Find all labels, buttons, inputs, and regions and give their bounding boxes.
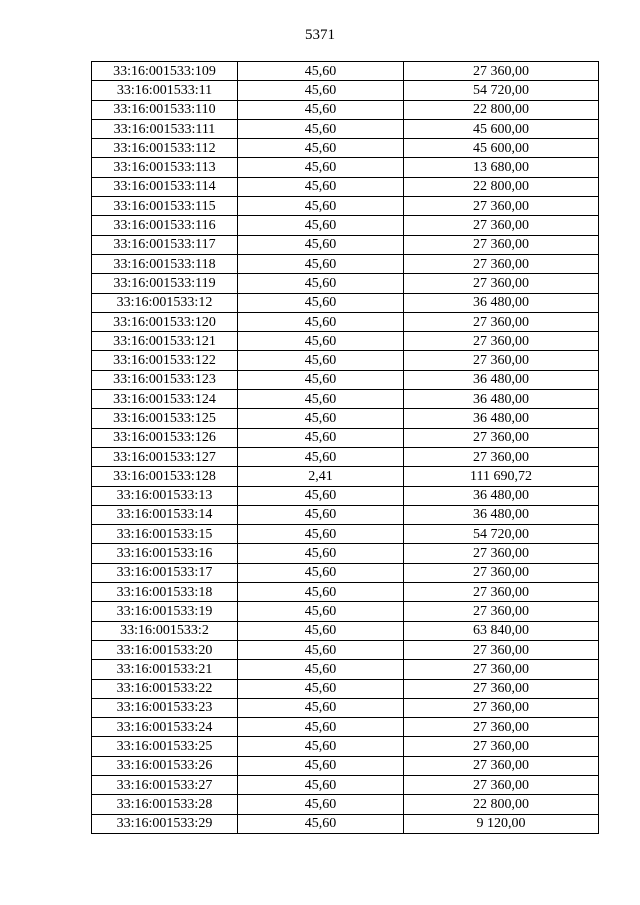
rate-cell: 45,60	[238, 119, 404, 138]
cadastral-number-cell: 33:16:001533:28	[92, 795, 238, 814]
table-row	[92, 525, 599, 544]
cadastral-number-cell: 33:16:001533:23	[92, 698, 238, 717]
cadastral-number-cell: 33:16:001533:13	[92, 486, 238, 505]
rate-cell: 45,60	[238, 409, 404, 428]
rate-cell: 45,60	[238, 274, 404, 293]
table-row	[92, 737, 599, 756]
cadastral-number-cell: 33:16:001533:119	[92, 274, 238, 293]
table-row	[92, 775, 599, 794]
rate-cell: 45,60	[238, 158, 404, 177]
cadastral-number-cell: 33:16:001533:115	[92, 197, 238, 216]
rate-cell: 45,60	[238, 216, 404, 235]
rate-cell: 45,60	[238, 312, 404, 331]
table-row	[92, 177, 599, 196]
table-row	[92, 139, 599, 158]
value-cell: 27 360,00	[404, 254, 599, 273]
table-row	[92, 602, 599, 621]
value-cell: 27 360,00	[404, 718, 599, 737]
cadastral-number-cell: 33:16:001533:127	[92, 447, 238, 466]
table-row	[92, 409, 599, 428]
cadastral-number-cell: 33:16:001533:25	[92, 737, 238, 756]
value-cell: 27 360,00	[404, 583, 599, 602]
value-cell: 27 360,00	[404, 640, 599, 659]
rate-cell: 45,60	[238, 254, 404, 273]
page-number: 5371	[305, 27, 335, 43]
table-row	[92, 467, 599, 486]
rate-cell: 45,60	[238, 100, 404, 119]
cadastral-number-cell: 33:16:001533:117	[92, 235, 238, 254]
value-cell: 27 360,00	[404, 312, 599, 331]
rate-cell: 45,60	[238, 756, 404, 775]
table-row	[92, 119, 599, 138]
value-cell: 45 600,00	[404, 119, 599, 138]
value-cell: 36 480,00	[404, 486, 599, 505]
value-cell: 22 800,00	[404, 795, 599, 814]
cadastral-number-cell: 33:16:001533:120	[92, 312, 238, 331]
rate-cell: 45,60	[238, 351, 404, 370]
table-row	[92, 486, 599, 505]
cadastral-number-cell: 33:16:001533:22	[92, 679, 238, 698]
table-row	[92, 332, 599, 351]
value-cell: 63 840,00	[404, 621, 599, 640]
table-row	[92, 718, 599, 737]
rate-cell: 45,60	[238, 447, 404, 466]
rate-cell: 45,60	[238, 139, 404, 158]
cadastral-number-cell: 33:16:001533:26	[92, 756, 238, 775]
table-row	[92, 158, 599, 177]
value-cell: 27 360,00	[404, 698, 599, 717]
rate-cell: 45,60	[238, 177, 404, 196]
value-cell: 27 360,00	[404, 351, 599, 370]
table-row	[92, 544, 599, 563]
cadastral-number-cell: 33:16:001533:27	[92, 775, 238, 794]
cadastral-number-cell: 33:16:001533:17	[92, 563, 238, 582]
value-cell: 111 690,72	[404, 467, 599, 486]
table-row	[92, 428, 599, 447]
rate-cell: 45,60	[238, 718, 404, 737]
rate-cell: 45,60	[238, 81, 404, 100]
cadastral-number-cell: 33:16:001533:116	[92, 216, 238, 235]
rate-cell: 45,60	[238, 660, 404, 679]
value-cell: 54 720,00	[404, 525, 599, 544]
rate-cell: 45,60	[238, 814, 404, 833]
value-cell: 27 360,00	[404, 756, 599, 775]
value-cell: 27 360,00	[404, 679, 599, 698]
cadastral-number-cell: 33:16:001533:20	[92, 640, 238, 659]
table-row	[92, 293, 599, 312]
cadastral-number-cell: 33:16:001533:125	[92, 409, 238, 428]
table-row	[92, 814, 599, 833]
cadastral-number-cell: 33:16:001533:2	[92, 621, 238, 640]
rate-cell: 45,60	[238, 332, 404, 351]
rate-cell: 45,60	[238, 795, 404, 814]
cadastral-number-cell: 33:16:001533:24	[92, 718, 238, 737]
value-cell: 27 360,00	[404, 544, 599, 563]
cadastral-number-cell: 33:16:001533:121	[92, 332, 238, 351]
rate-cell: 45,60	[238, 544, 404, 563]
value-cell: 27 360,00	[404, 428, 599, 447]
table-body	[92, 62, 599, 834]
cadastral-number-cell: 33:16:001533:112	[92, 139, 238, 158]
rate-cell: 45,60	[238, 370, 404, 389]
table-row	[92, 197, 599, 216]
rate-cell: 45,60	[238, 583, 404, 602]
rate-cell: 45,60	[238, 679, 404, 698]
rate-cell: 45,60	[238, 525, 404, 544]
cadastral-value-table	[91, 61, 599, 834]
table-row	[92, 698, 599, 717]
cadastral-number-cell: 33:16:001533:11	[92, 81, 238, 100]
value-cell: 27 360,00	[404, 62, 599, 81]
table-row	[92, 62, 599, 81]
value-cell: 36 480,00	[404, 293, 599, 312]
value-cell: 36 480,00	[404, 505, 599, 524]
value-cell: 22 800,00	[404, 100, 599, 119]
rate-cell: 45,60	[238, 563, 404, 582]
cadastral-number-cell: 33:16:001533:110	[92, 100, 238, 119]
rate-cell: 45,60	[238, 390, 404, 409]
value-cell: 27 360,00	[404, 563, 599, 582]
rate-cell: 45,60	[238, 621, 404, 640]
value-cell: 27 360,00	[404, 775, 599, 794]
cadastral-number-cell: 33:16:001533:122	[92, 351, 238, 370]
cadastral-number-cell: 33:16:001533:16	[92, 544, 238, 563]
table-row	[92, 756, 599, 775]
table-row	[92, 312, 599, 331]
cadastral-number-cell: 33:16:001533:29	[92, 814, 238, 833]
cadastral-number-cell: 33:16:001533:118	[92, 254, 238, 273]
value-cell: 36 480,00	[404, 370, 599, 389]
value-cell: 27 360,00	[404, 197, 599, 216]
cadastral-number-cell: 33:16:001533:124	[92, 390, 238, 409]
value-cell: 13 680,00	[404, 158, 599, 177]
table-row	[92, 583, 599, 602]
rate-cell: 45,60	[238, 62, 404, 81]
rate-cell: 45,60	[238, 428, 404, 447]
table-row	[92, 370, 599, 389]
rate-cell: 45,60	[238, 197, 404, 216]
value-cell: 27 360,00	[404, 660, 599, 679]
value-cell: 27 360,00	[404, 447, 599, 466]
rate-cell: 45,60	[238, 486, 404, 505]
rate-cell: 45,60	[238, 698, 404, 717]
cadastral-number-cell: 33:16:001533:19	[92, 602, 238, 621]
cadastral-number-cell: 33:16:001533:14	[92, 505, 238, 524]
cadastral-number-cell: 33:16:001533:113	[92, 158, 238, 177]
table-row	[92, 679, 599, 698]
value-cell: 9 120,00	[404, 814, 599, 833]
cadastral-number-cell: 33:16:001533:12	[92, 293, 238, 312]
cadastral-number-cell: 33:16:001533:15	[92, 525, 238, 544]
cadastral-number-cell: 33:16:001533:111	[92, 119, 238, 138]
cadastral-number-cell: 33:16:001533:123	[92, 370, 238, 389]
rate-cell: 2,41	[238, 467, 404, 486]
rate-cell: 45,60	[238, 775, 404, 794]
value-cell: 27 360,00	[404, 332, 599, 351]
table-row	[92, 351, 599, 370]
table-row	[92, 100, 599, 119]
value-cell: 36 480,00	[404, 390, 599, 409]
value-cell: 54 720,00	[404, 81, 599, 100]
rate-cell: 45,60	[238, 293, 404, 312]
table-row	[92, 274, 599, 293]
rate-cell: 45,60	[238, 737, 404, 756]
cadastral-number-cell: 33:16:001533:128	[92, 467, 238, 486]
rate-cell: 45,60	[238, 640, 404, 659]
table-row	[92, 390, 599, 409]
table-row	[92, 795, 599, 814]
table-row	[92, 81, 599, 100]
table-row	[92, 216, 599, 235]
value-cell: 27 360,00	[404, 274, 599, 293]
table-row	[92, 640, 599, 659]
cadastral-number-cell: 33:16:001533:109	[92, 62, 238, 81]
table-row	[92, 563, 599, 582]
rate-cell: 45,60	[238, 235, 404, 254]
cadastral-number-cell: 33:16:001533:18	[92, 583, 238, 602]
value-cell: 45 600,00	[404, 139, 599, 158]
table-row	[92, 235, 599, 254]
value-cell: 27 360,00	[404, 235, 599, 254]
table-row	[92, 505, 599, 524]
cadastral-number-cell: 33:16:001533:21	[92, 660, 238, 679]
table-row	[92, 254, 599, 273]
cadastral-number-cell: 33:16:001533:114	[92, 177, 238, 196]
value-cell: 22 800,00	[404, 177, 599, 196]
table-row	[92, 447, 599, 466]
table-row	[92, 621, 599, 640]
value-cell: 36 480,00	[404, 409, 599, 428]
cadastral-number-cell: 33:16:001533:126	[92, 428, 238, 447]
value-cell: 27 360,00	[404, 602, 599, 621]
rate-cell: 45,60	[238, 505, 404, 524]
value-cell: 27 360,00	[404, 737, 599, 756]
value-cell: 27 360,00	[404, 216, 599, 235]
table-row	[92, 660, 599, 679]
rate-cell: 45,60	[238, 602, 404, 621]
